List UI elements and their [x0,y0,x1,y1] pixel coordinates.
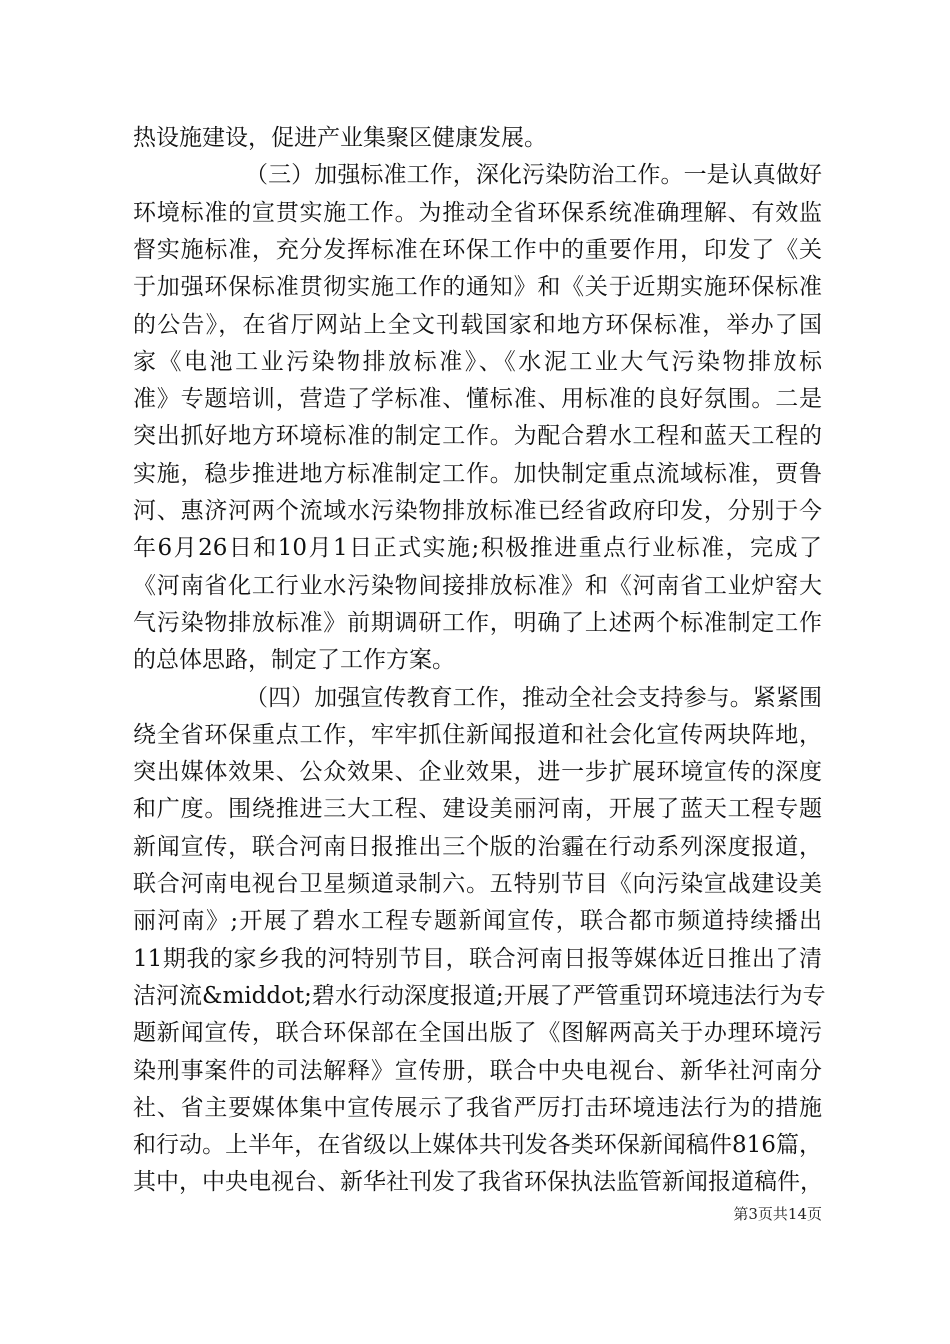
paragraph-line: 11期我的家乡我的河特别节目，联合河南日报等媒体近日推出了清 [133,945,822,972]
paragraph-line: 和广度。围绕推进三大工程、建设美丽河南，开展了蓝天工程专题 [133,796,822,823]
paragraph-line: 突出媒体效果、公众效果、企业效果，进一步扩展环境宣传的深度 [133,759,822,786]
paragraph-line: 家《电池工业污染物排放标准》、《水泥工业大气污染物排放标 [133,348,822,375]
paragraph-line: 环境标准的宣贯实施工作。为推动全省环保系统准确理解、有效监 [133,199,822,226]
paragraph-line: 联合河南电视台卫星频道录制六。五特别节目《向污染宣战建设美 [133,871,822,897]
paragraph-line: 于加强环保标准贯彻实施工作的通知》和《关于近期实施环保标准 [133,274,822,301]
paragraph-line: 突出抓好地方环境标准的制定工作。为配合碧水工程和蓝天工程的 [133,423,822,450]
paragraph-line: 丽河南》;开展了碧水工程专题新闻宣传，联合都市频道持续播出 [133,908,822,935]
paragraph-line: 河、惠济河两个流域水污染物排放标准已经省政府印发，分别于今 [133,498,822,524]
paragraph-line: 其中，中央电视台、新华社刊发了我省环保执法监管新闻报道稿件， [133,1169,823,1196]
paragraph-line: 督实施标准，充分发挥标准在环保工作中的重要作用，印发了《关 [133,236,822,263]
paragraph-line: 洁河流&middot;碧水行动深度报道;开展了严管重罚环境违法行为专 [133,982,826,1009]
paragraph-line: 题新闻宣传，联合环保部在全国出版了《图解两高关于办理环境污 [133,1020,822,1047]
paragraph-line: 气污染物排放标准》前期调研工作，明确了上述两个标准制定工作 [133,609,822,636]
paragraph-first-line: 热设施建设，促进产业集聚区健康发展。 [133,125,547,151]
paragraph-line: 社、省主要媒体集中宣传展示了我省严厉打击环境违法行为的措施 [133,1094,822,1121]
paragraph-line: 准》专题培训，营造了学标准、懂标准、用标准的良好氛围。二是 [133,386,822,413]
paragraph-first-line: （四）加强宣传教育工作，推动全社会支持参与。紧紧围 [245,684,822,711]
paragraph-line: 的公告》，在省厅网站上全文刊载国家和地方环保标准，举办了国 [133,311,822,338]
page-number: 第3页共14页 [733,1205,822,1223]
paragraph-line: 年6月26日和10月1日正式实施;积极推进重点行业标准，完成了 [133,535,822,562]
paragraph-line: 《河南省化工行业水污染物间接排放标准》和《河南省工业炉窑大 [133,572,822,599]
paragraph-line: 绕全省环保重点工作，牢牢抓住新闻报道和社会化宣传两块阵地， [133,721,822,748]
paragraph-first-line: （三）加强标准工作，深化污染防治工作。一是认真做好 [245,162,822,189]
paragraph-line: 染刑事案件的司法解释》宣传册，联合中央电视台、新华社河南分 [133,1057,822,1084]
paragraph-line: 和行动。上半年，在省级以上媒体共刊发各类环保新闻稿件816篇， [133,1132,822,1159]
paragraph-line: 的总体思路，制定了工作方案。 [133,647,455,674]
paragraph-line: 新闻宣传，联合河南日报推出三个版的治霾在行动系列深度报道， [133,833,822,860]
paragraph-line: 实施，稳步推进地方标准制定工作。加快制定重点流域标准，贾鲁 [133,460,822,487]
